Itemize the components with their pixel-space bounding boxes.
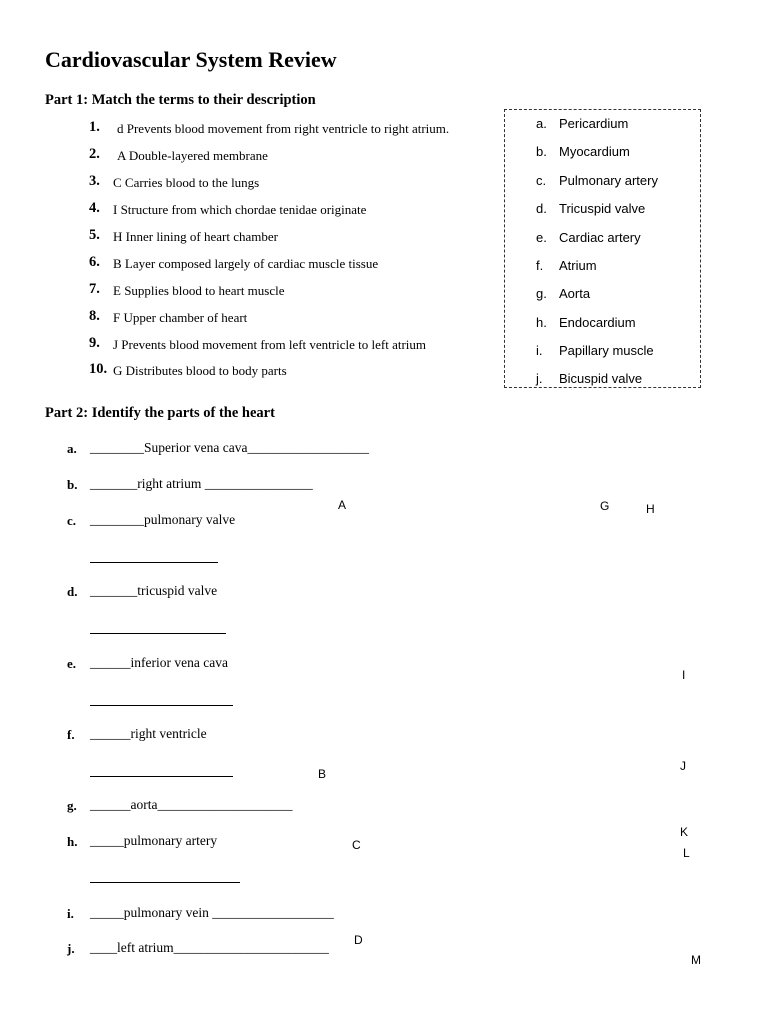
part2-item-text: ______aorta____________________	[90, 797, 293, 812]
diagram-label-k: K	[680, 825, 689, 839]
diagram-label-m: M	[691, 953, 701, 967]
part2-item-letter: a.	[67, 441, 77, 456]
part1-item-text: G Distributes blood to body parts	[113, 363, 287, 378]
term-name: Cardiac artery	[559, 230, 641, 245]
part1-item-number: 4.	[89, 200, 100, 216]
diagram-label-i: I	[682, 668, 686, 682]
part1-item-number: 9.	[89, 335, 100, 351]
answer-line	[90, 776, 233, 777]
term-letter: h.	[536, 315, 547, 330]
answer-line	[90, 882, 240, 883]
part1-item-text: H Inner lining of heart chamber	[113, 229, 278, 244]
part2-item-letter: e.	[67, 656, 77, 671]
part1-item-text: I Structure from which chordae tenidae originate	[113, 202, 367, 217]
part1-item-number: 2.	[89, 146, 100, 162]
part1-item-number: 3.	[89, 173, 100, 189]
part1-item-number: 5.	[89, 227, 100, 243]
diagram-label-l: L	[683, 846, 690, 860]
term-letter: c.	[536, 173, 547, 188]
part2-item-letter: h.	[67, 834, 78, 849]
part2-heading: Part 2: Identify the parts of the heart	[45, 405, 275, 421]
term-name: Endocardium	[559, 315, 636, 330]
term-name: Aorta	[559, 286, 591, 301]
part2-item-letter: g.	[67, 798, 77, 813]
part1-item-number: 1.	[89, 119, 100, 135]
term-letter: d.	[536, 201, 547, 216]
part1-item-number: 7.	[89, 281, 100, 297]
term-name: Myocardium	[559, 144, 630, 159]
diagram-label-h: H	[646, 502, 655, 516]
part2-item-letter: f.	[67, 727, 75, 742]
term-name: Bicuspid valve	[559, 371, 643, 386]
part1-item-text: C Carries blood to the lungs	[113, 175, 260, 190]
part2-item-text: _______tricuspid valve	[90, 583, 218, 598]
terms-box	[504, 109, 701, 388]
term-name: Atrium	[559, 258, 597, 273]
term-name: Pulmonary artery	[559, 173, 658, 188]
term-letter: b.	[536, 144, 547, 159]
answer-line	[90, 705, 233, 706]
part2-item-text: ____left atrium_______________________	[90, 940, 329, 955]
term-letter: g.	[536, 286, 547, 301]
diagram-label-b: B	[318, 767, 327, 781]
term-letter: i.	[536, 343, 543, 358]
part2-item-text: ________Superior vena cava__________________	[90, 440, 369, 455]
part1-item-text: A Double-layered membrane	[117, 148, 268, 163]
part1-item-number: 6.	[89, 254, 100, 270]
part1-item-text: J Prevents blood movement from left ventricle to left atrium	[113, 337, 427, 352]
page-title: Cardiovascular System Review	[45, 47, 337, 72]
term-letter: j.	[536, 371, 543, 386]
part2-item-letter: c.	[67, 513, 77, 528]
diagram-label-g: G	[600, 499, 610, 513]
term-letter: a.	[536, 116, 547, 131]
part1-item-text: d Prevents blood movement from right ventricle to right atrium.	[117, 121, 450, 136]
diagram-label-d: D	[354, 933, 363, 947]
part2-item-text: _____pulmonary artery	[90, 833, 218, 848]
diagram-label-c: C	[352, 838, 361, 852]
part1-item-text: E Supplies blood to heart muscle	[113, 283, 285, 298]
part1-heading: Part 1: Match the terms to their description	[45, 92, 316, 108]
part2-item-text: _______right atrium ________________	[90, 476, 313, 491]
part2-item-text: ______right ventricle	[90, 726, 207, 741]
answer-line	[90, 633, 226, 634]
diagram-label-j: J	[680, 759, 686, 773]
answer-line	[90, 562, 218, 563]
part2-item-letter: j.	[67, 941, 75, 956]
part2-item-letter: b.	[67, 477, 78, 492]
part2-item-letter: i.	[67, 906, 74, 921]
part1-item-text: F Upper chamber of heart	[113, 310, 248, 325]
part1-item-number: 10.	[89, 361, 108, 377]
diagram-label-a: A	[338, 498, 347, 512]
part2-item-text: _____pulmonary vein __________________	[90, 905, 334, 920]
part2-item-text: ________pulmonary valve	[90, 512, 236, 527]
term-name: Pericardium	[559, 116, 629, 131]
part2-item-text: ______inferior vena cava	[90, 655, 228, 670]
term-name: Papillary muscle	[559, 343, 654, 358]
part2-item-letter: d.	[67, 584, 78, 599]
term-letter: f.	[536, 258, 544, 273]
part1-item-text: B Layer composed largely of cardiac muscle tissue	[113, 256, 379, 271]
part1-item-number: 8.	[89, 308, 100, 324]
term-name: Tricuspid valve	[559, 201, 646, 216]
term-letter: e.	[536, 230, 547, 245]
